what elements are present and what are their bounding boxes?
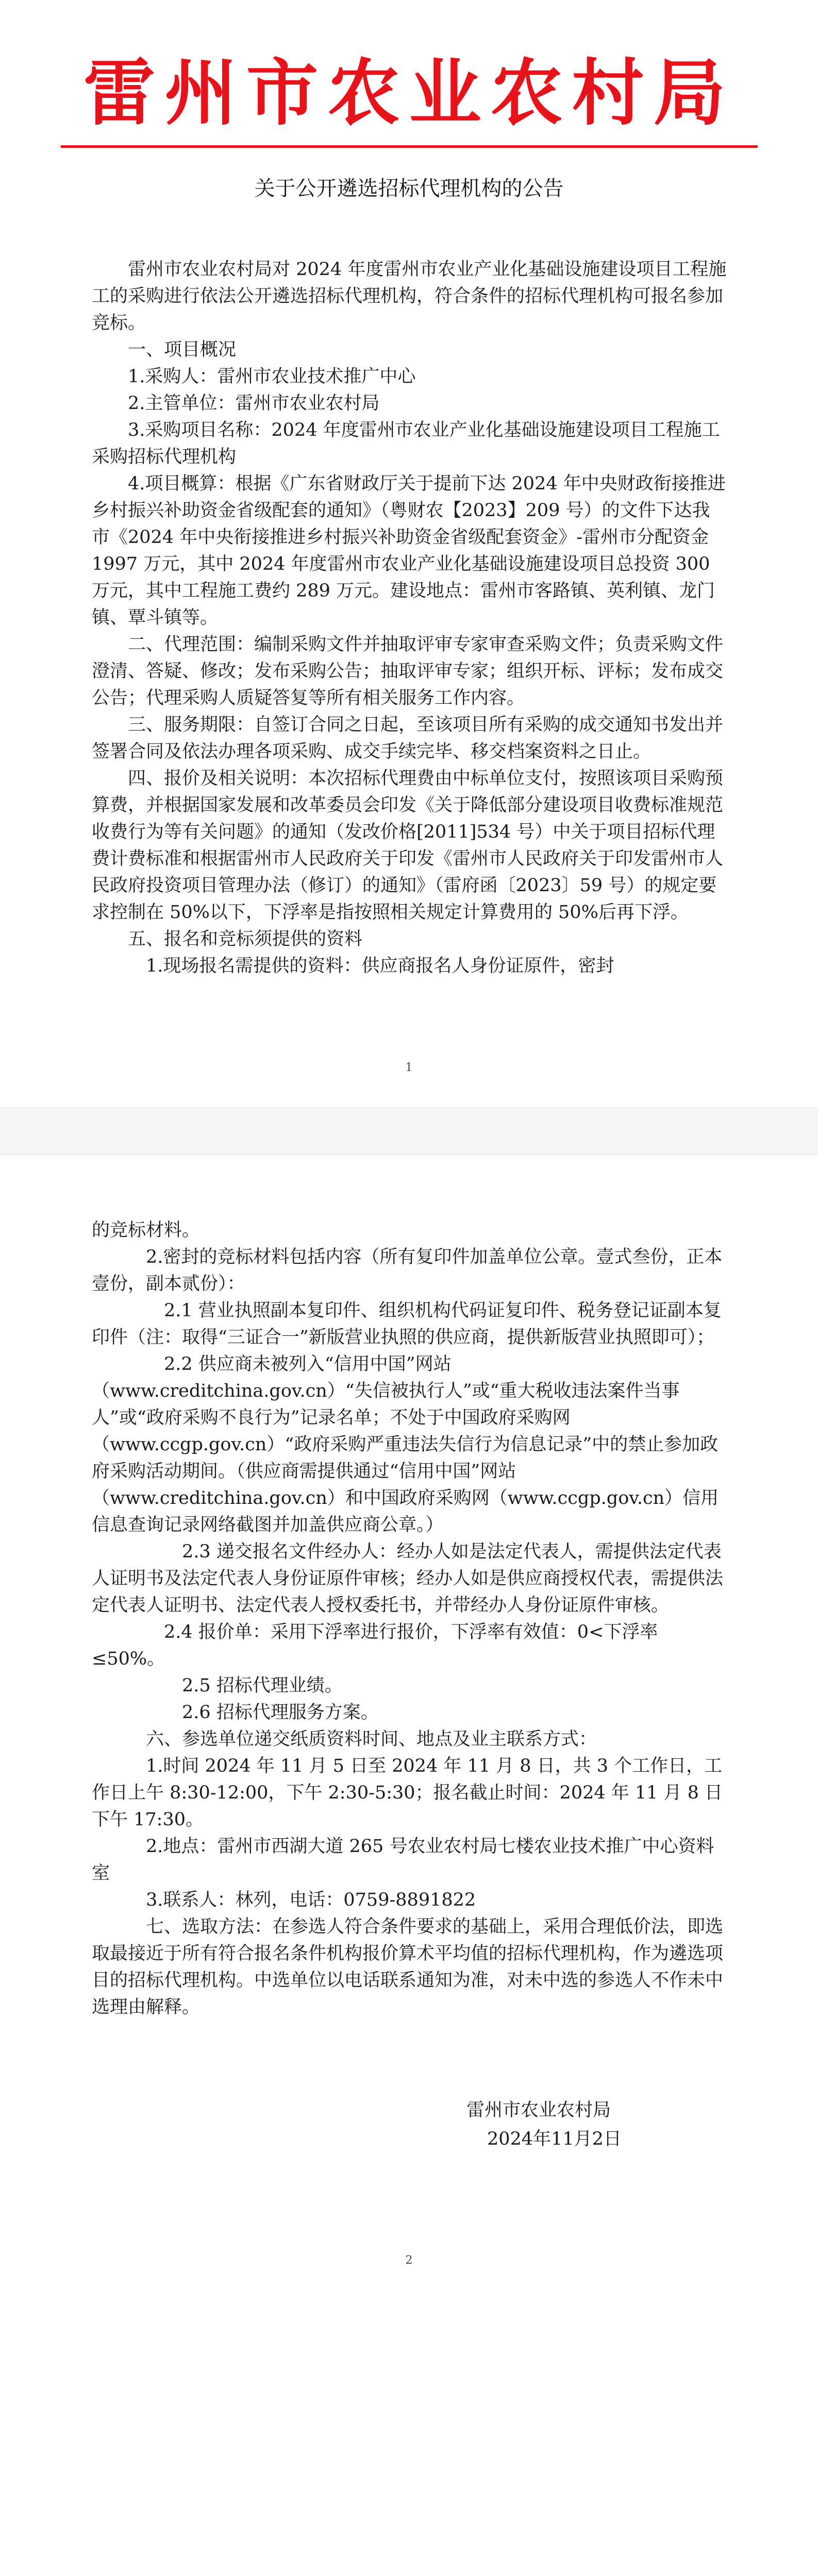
signature-date: 2024年11月2日 <box>487 2129 622 2149</box>
section-1-heading: 一、项目概况 <box>128 340 237 360</box>
masthead-red-rule <box>61 145 758 148</box>
item-service-plan: 2.6 招标代理服务方案。 <box>182 1702 379 1723</box>
item-sealed-materials: 2.密封的竞标材料包括内容（所有复印件加盖单位公章。壹式叁份，正本壹份，副本贰份）： <box>92 1247 723 1294</box>
section-5-heading: 五、报名和竞标须提供的资料 <box>128 929 363 950</box>
item-contact: 3.联系人：林列，电话：0759-8891822 <box>146 1890 476 1910</box>
item-purchaser: 1.采购人：雷州市农业技术推广中心 <box>128 366 416 387</box>
item-quote-sheet: 2.4 报价单：采用下浮率进行报价，下浮率有效值：0<下浮率≤50%。 <box>92 1622 658 1669</box>
item-agency-record: 2.5 招标代理业绩。 <box>182 1675 343 1696</box>
section-7-selection: 七、选取方法：在参选人符合条件要求的基础上，采用合理低价法，即选取最接近于所有符合报名条件机构报价算术平均值的招标代理机构，作为遴选项目的招标代理机构。中选单位以电话联系通知为准，对未中选的参选人不作未中选理由解释。 <box>92 1917 724 2018</box>
document-page-2 <box>0 1154 818 2312</box>
item-budget: 4.项目概算：根据《广东省财政厅关于提前下达 2024 年中央财政衔接推进乡村振兴补助资金省级配套的通知》（粤财农【2023】209 号）的文件下达我市《2024 年中央衔接推进乡村振兴补助资金省级配套资金》-雷州市分配资金 1997 万元，其中 2024 年度雷州市农业产业化基础设施建设项目总投资 300 万元，其中工程施工费约 289 万元。建设地点：雷州市客路镇、英利镇、龙门镇、覃斗镇等。 <box>92 473 726 628</box>
item-agent-identity: 2.3 递交报名文件经办人：经办人如是法定代表人，需提供法定代表人证明书及法定代表人身份证原件审核；经办人如是供应商授权代表，需提供法定代表人证明书、法定代表人授权委托书，并带经办人身份证原件审核。 <box>92 1541 724 1616</box>
notice-title: 关于公开遴选招标代理机构的公告 <box>254 177 564 200</box>
item-project-name: 3.采购项目名称：2024 年度雷州市农业产业化基础设施建设项目工程施工采购招标代理机构 <box>92 420 720 467</box>
item-submission-time: 1.时间 2024 年 11 月 5 日至 2024 年 11 月 8 日，共 3 个工作日，工作日上午 8:30-12:00，下午 2:30-5:30；报名截止时间：2024 年 11 月 8 日下午 17:30。 <box>92 1756 723 1830</box>
page-number: 1 <box>405 1061 413 1074</box>
section-2-scope: 二、代理范围：编制采购文件并抽取评审专家审查采购文件；负责采购文件澄清、答疑、修改；发布采购公告；抽取评审专家；组织开标、评标；发布成交公告；代理采购人质疑答复等所有相关服务工作内容。 <box>92 634 724 708</box>
item-submission-place: 2.地点：雷州市西湖大道 265 号农业农村局七楼农业技术推广中心资料室 <box>92 1836 714 1884</box>
page2-body <box>92 1217 727 2021</box>
item-onsite-docs: 1.现场报名需提供的资料：供应商报名人身份证原件，密封 <box>146 956 614 976</box>
item-license-copies: 2.1 营业执照副本复印件、组织机构代码证复印件、税务登记证副本复印件（注：取得“三证合一”新版营业执照的供应商，提供新版营业执照即可）； <box>92 1300 722 1348</box>
page-gap <box>0 1108 818 1155</box>
signature-org: 雷州市农业农村局 <box>466 2100 611 2121</box>
item-credit-check: 2.2 供应商未被列入“信用中国”网站（www.creditchina.gov.cn）“失信被执行人”或“重大税收违法案件当事人”或“政府采购不良行为”记录名单；不处于中国政府采购网（www.ccgp.gov.cn）“政府采购严重违法失信行为信息记录”中的禁止参加政府采购活动期间。（供应商需提供通过“信用中国”网站（www.creditchina.gov.cn）和中国政府采购网（www.ccgp.gov.cn）信用信息查询记录网络截图并加盖供应商公章。） <box>92 1354 719 1535</box>
page-number: 2 <box>405 2254 413 2267</box>
section-3-term: 三、服务期限：自签订合同之日起，至该项目所有采购的成交通知书发出并签署合同及依法办理各项采购、成交手续完毕、移交档案资料之日止。 <box>92 715 724 762</box>
masthead-org-name: 雷州市农业农村局 <box>83 52 735 135</box>
document-page-1 <box>0 0 818 1108</box>
page1-body <box>92 256 727 979</box>
section-4-fee: 四、报价及相关说明：本次招标代理费由中标单位支付，按照该项目采购预算费，并根据国家发展和改革委员会印发《关于降低部分建设项目收费标准规范收费行为等有关问题》的通知（发改价格[2011]534 号）中关于项目招标代理费计费标准和根据雷州市人民政府关于印发《雷州市人民政府关于印发雷州市人民政府投资项目管理办法（修订）的通知》（雷府函〔2023〕59 号）的规定要求控制在 50%以下，下浮率是指按照相关规定计算费用的 50%后再下浮。 <box>92 768 724 923</box>
continuation-line: 的竞标材料。 <box>92 1220 201 1241</box>
item-supervisor: 2.主管单位：雷州市农业农村局 <box>128 393 380 414</box>
section-6-heading: 六、参选单位递交纸质资料时间、地点及业主联系方式： <box>146 1729 597 1750</box>
intro-paragraph: 雷州市农业农村局对 2024 年度雷州市农业产业化基础设施建设项目工程施工的采购进行依法公开遴选招标代理机构，符合条件的招标代理机构可报名参加竞标。 <box>92 259 727 333</box>
